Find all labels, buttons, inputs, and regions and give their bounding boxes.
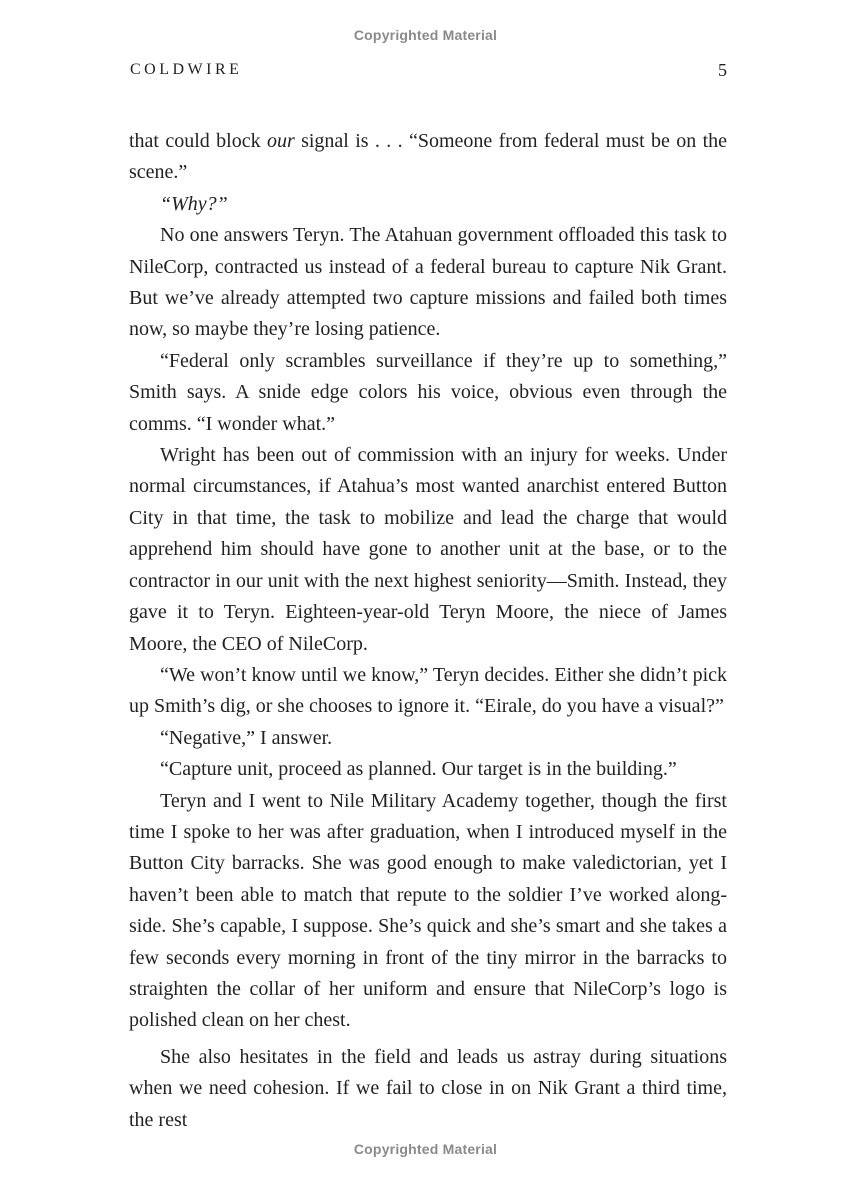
paragraph-3: No one answers Teryn. The Atahuan government offloaded this task to NileCorp, contracted us instead of a federal bureau to capture Nik Grant. But we’ve already attempted two capture missions and failed both times now, so maybe they’re losing patience. xyxy=(129,224,727,341)
copyright-watermark-bottom: Copyrighted Material xyxy=(353,1141,498,1157)
paragraph-1 xyxy=(129,126,727,189)
paragraph-9: Teryn and I went to Nile Military Academy together, though the first time I spoke to her was after graduation, when I introduced myself in the Button City barracks. She was good enough to make valedictorian, yet I haven’t been able to match that repute to the soldier I’ve worked alongside. She’s capable, I suppose. She’s quick and she’s smart and she takes a few seconds every morning in front of the tiny mirror in the barracks to straighten the collar of her uniform and ensure that NileCorp’s logo is polished clean on her chest. xyxy=(129,789,727,1032)
paragraph-7: “Negative,” I answer. xyxy=(160,726,333,749)
running-head: COLDWIRE xyxy=(130,61,243,78)
copyright-watermark-top: Copyrighted Material xyxy=(353,27,498,43)
body-text xyxy=(129,126,727,1136)
paragraph-10: She also hesitates in the field and leads us astray during situations when we need cohesion. If we fail to close in on Nik Grant a third time, the rest xyxy=(129,1045,727,1131)
emphasis-our: our xyxy=(266,130,295,152)
paragraph-5: Wright has been out of commission with an injury for weeks. Under normal circumstances, if Atahua’s most wanted anarchist entered Button City in that time, the task to mobilize and lead the charge that would apprehend him should have gone to another unit at the base, or to the contractor in our unit with the next highest seniority—Smith. Instead, they gave it to Teryn. Eighteen-year-old Teryn Moore, the niece of James Moore, the CEO of NileCorp. xyxy=(129,444,727,655)
paragraph-2 xyxy=(129,189,727,220)
paragraph-8: “Capture unit, proceed as planned. Our target is in the building.” xyxy=(160,758,677,781)
emphasis-why: “Why?” xyxy=(160,192,228,215)
paragraph-6: “We won’t know until we know,” Teryn decides. Either she didn’t pick up Smith’s dig, or she chooses to ignore it. “Eirale, do you have a visual?” xyxy=(129,663,727,718)
page-number: 5 xyxy=(718,60,727,80)
paragraph-4: “Federal only scrambles surveillance if they’re up to something,” Smith says. A snide edge colors his voice, obvious even through the comms. “I wonder what.” xyxy=(129,349,727,435)
paragraph-1-start: that could block xyxy=(129,130,267,152)
paragraph-1-end: signal is . . . “Someone from federal must be on the scene.” xyxy=(129,130,728,184)
